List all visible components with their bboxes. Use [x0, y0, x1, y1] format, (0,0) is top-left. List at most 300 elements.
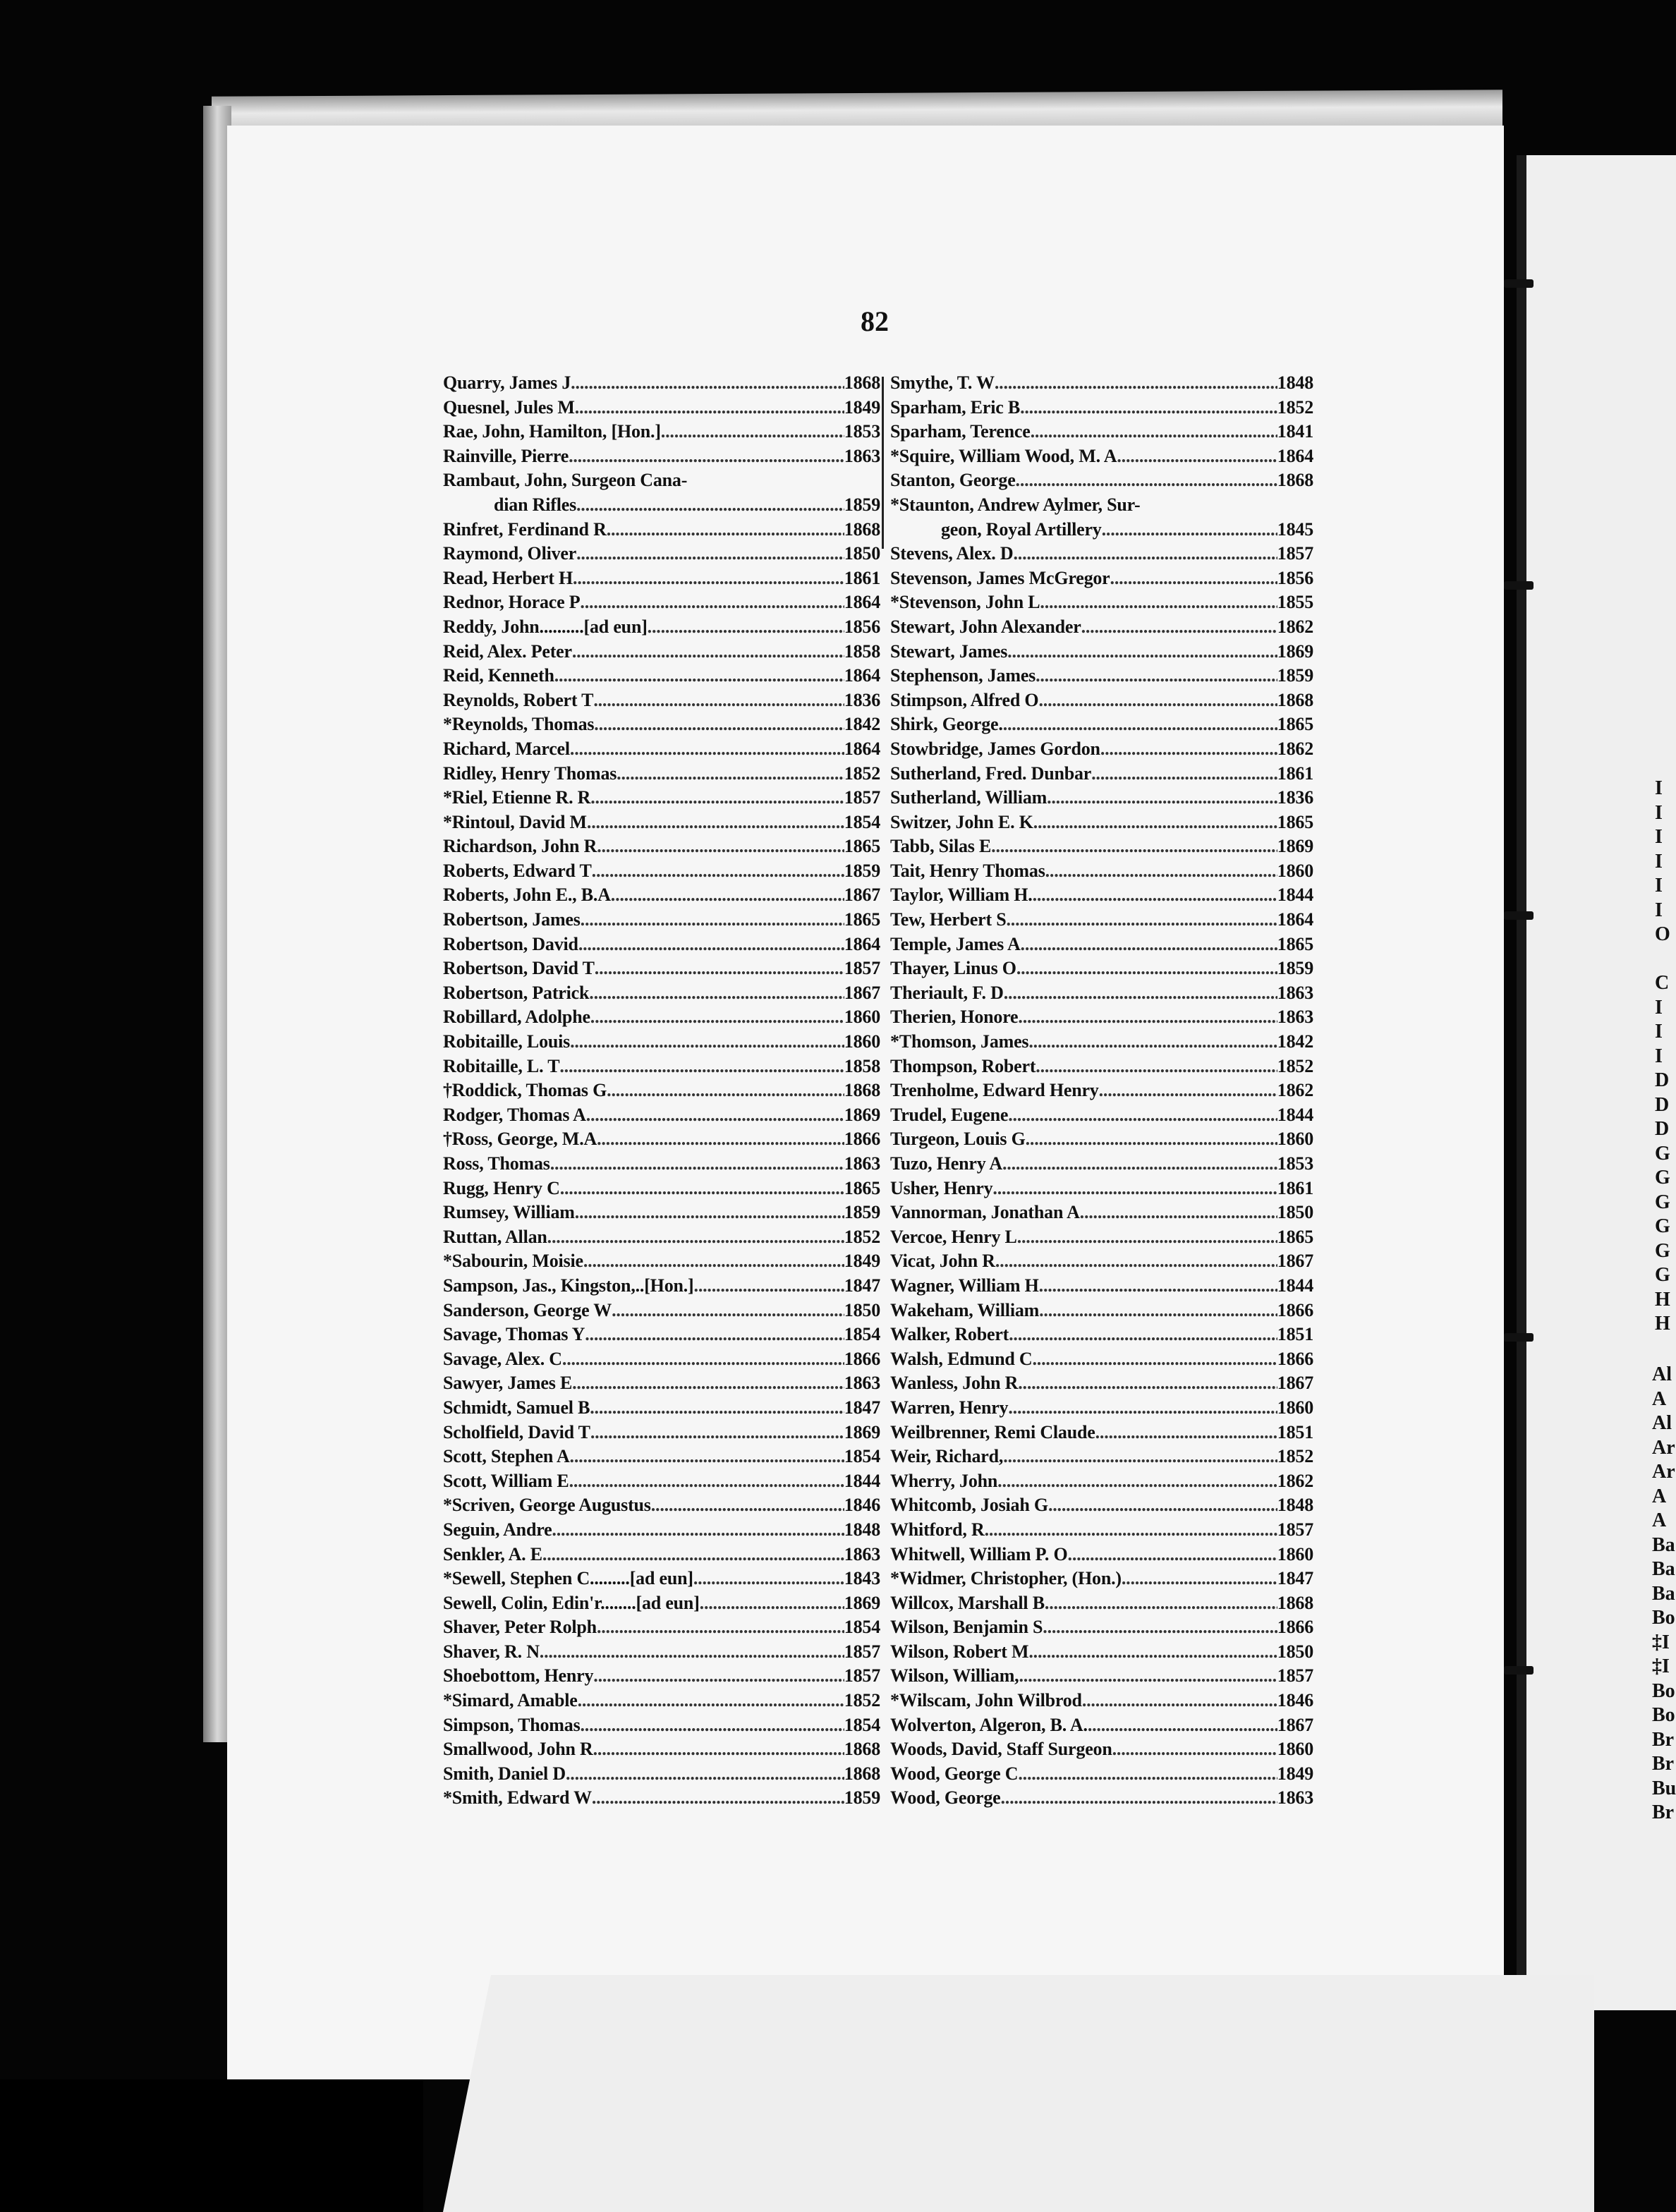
entry-year: 1848 — [1277, 372, 1313, 393]
leader-dots — [572, 1373, 844, 1394]
leader-dots — [1033, 812, 1277, 833]
entry-name: Sanderson, George W — [443, 1299, 612, 1320]
fragment-letter: Ba — [1652, 1558, 1675, 1580]
entry-year: 1841 — [1277, 421, 1313, 442]
entry-year: 1869 — [1277, 836, 1313, 857]
entry-year: 1846 — [844, 1495, 880, 1516]
leader-dots — [1095, 1422, 1277, 1443]
entry-year: 1852 — [1277, 396, 1313, 418]
entry-name: Rednor, Horace P — [443, 592, 581, 613]
directory-entry — [890, 616, 1313, 641]
entry-year: 1866 — [1277, 1348, 1313, 1369]
fragment-letter: A — [1652, 1509, 1667, 1531]
entry-name: Roberts, Edward T — [443, 860, 592, 881]
leader-dots — [569, 446, 844, 467]
leader-dots — [1045, 1593, 1277, 1614]
entry-name: *Scriven, George Augustus — [443, 1495, 651, 1516]
directory-entry — [443, 1519, 880, 1544]
directory-entry — [890, 592, 1313, 616]
entry-name: Wilson, Robert M — [890, 1641, 1029, 1662]
leader-dots — [581, 909, 844, 930]
entry-year: 1860 — [1277, 860, 1313, 881]
leader-dots — [572, 641, 844, 662]
fragment-letter: C — [1655, 972, 1670, 994]
entry-year: 1848 — [844, 1519, 880, 1540]
leader-dots — [1036, 665, 1277, 686]
leader-dots — [1018, 1763, 1277, 1785]
entry-name: Richardson, John R — [443, 836, 597, 857]
entry-name: Vicat, John R — [890, 1251, 995, 1272]
entry-year: 1863 — [1277, 1007, 1313, 1028]
entry-name: Whitwell, William P. O — [890, 1543, 1068, 1564]
leader-dots — [1082, 1690, 1277, 1711]
directory-entry — [443, 1153, 880, 1178]
directory-entry — [443, 714, 880, 739]
fragment-letter: Ba — [1652, 1582, 1675, 1605]
entry-name: Stevenson, James McGregor — [890, 567, 1110, 588]
directory-entry — [443, 1665, 880, 1690]
leader-dots — [578, 934, 844, 955]
fragment-letter: Bu — [1652, 1777, 1676, 1799]
leader-dots — [607, 1080, 844, 1101]
directory-entry — [443, 1617, 880, 1641]
directory-entry — [890, 787, 1313, 812]
leader-dots — [547, 1227, 844, 1248]
leader-dots — [1016, 470, 1277, 491]
entry-year: 1853 — [844, 421, 880, 442]
directory-entry — [443, 1739, 880, 1763]
leader-dots — [1040, 592, 1277, 613]
entry-name: Shaver, Peter Rolph — [443, 1617, 597, 1638]
directory-entry — [890, 1641, 1313, 1666]
leader-dots — [1068, 1544, 1277, 1565]
entry-year: 1856 — [844, 616, 880, 637]
directory-entry — [890, 885, 1313, 909]
fragment-letter: I — [1655, 777, 1663, 799]
entry-year: 1859 — [844, 494, 880, 515]
entry-year: 1856 — [1277, 567, 1313, 588]
entry-year: 1868 — [1277, 1592, 1313, 1613]
fragment-letter: Al — [1652, 1363, 1672, 1385]
leader-dots — [997, 1471, 1277, 1492]
directory-entry — [443, 470, 880, 494]
leader-dots — [1016, 958, 1277, 979]
entry-name: †Ross, George, M.A — [443, 1129, 597, 1150]
entry-year: 1854 — [844, 1446, 880, 1467]
leader-dots — [607, 519, 844, 540]
entry-name: *Wilscam, John Wilbrod — [890, 1690, 1082, 1711]
entry-name: Sawyer, James E — [443, 1373, 573, 1394]
leader-dots — [1018, 1373, 1277, 1394]
entry-name: Walker, Robert — [890, 1324, 1009, 1345]
fragment-letter: Ar — [1652, 1461, 1675, 1483]
entry-name: Reid, Kenneth — [443, 665, 554, 686]
entry-year: 1865 — [1277, 811, 1313, 832]
directory-entry — [443, 1056, 880, 1081]
leader-dots — [1122, 1568, 1277, 1589]
entry-name: Weir, Richard, — [890, 1446, 1004, 1467]
directory-entry — [890, 1568, 1313, 1593]
directory-entry — [890, 739, 1313, 763]
leader-dots — [592, 861, 844, 882]
leader-dots — [576, 543, 844, 564]
leader-dots — [992, 1178, 1277, 1199]
directory-entry — [890, 397, 1313, 422]
entry-year: 1867 — [844, 885, 880, 906]
leader-dots — [578, 1690, 844, 1711]
entry-year: 1844 — [1277, 1104, 1313, 1125]
fragment-letter: H — [1655, 1313, 1670, 1335]
entry-year: 1868 — [1277, 689, 1313, 710]
leader-dots — [595, 958, 844, 979]
leader-dots — [1099, 1080, 1277, 1101]
directory-entry — [443, 665, 880, 690]
directory-entry — [890, 909, 1313, 934]
directory-entry — [890, 1007, 1313, 1031]
directory-entry — [443, 568, 880, 592]
fragment-letter: D — [1655, 1093, 1670, 1116]
entry-year: 1860 — [1277, 1739, 1313, 1760]
entry-year: 1857 — [1277, 1665, 1313, 1687]
fragment-letter: Br — [1652, 1801, 1675, 1823]
entry-name: Rugg, Henry C — [443, 1177, 560, 1198]
entry-year: 1843 — [844, 1568, 880, 1589]
entry-year: 1863 — [844, 445, 880, 466]
fragment-letter: ‡I — [1652, 1655, 1670, 1677]
facing-page-fragment-lower — [1652, 1363, 1676, 1825]
leader-dots — [570, 739, 844, 760]
leader-dots — [550, 1153, 844, 1174]
entry-year: 1857 — [844, 1665, 880, 1687]
leader-dots — [1013, 543, 1277, 564]
entry-year: 1836 — [844, 689, 880, 710]
fragment-letter: A — [1652, 1485, 1667, 1507]
entry-name: Stewart, John Alexander — [890, 616, 1081, 637]
entry-year: 1858 — [844, 640, 880, 662]
entry-year: 1852 — [844, 1226, 880, 1247]
leader-dots — [1032, 1349, 1277, 1370]
directory-entry — [890, 763, 1313, 788]
entry-name: Quarry, James J — [443, 372, 571, 393]
directory-entry — [890, 519, 1313, 544]
directory-entry — [443, 1763, 880, 1788]
entry-year: 1859 — [844, 1787, 880, 1809]
leader-dots — [1019, 1665, 1277, 1687]
entry-name: Scholfield, David T — [443, 1421, 590, 1442]
directory-entry — [443, 1349, 880, 1373]
leader-dots — [559, 1056, 844, 1077]
fragment-letter: I — [1655, 801, 1663, 824]
entry-name: *Smith, Edward W — [443, 1787, 592, 1809]
entry-year: 1860 — [844, 1031, 880, 1052]
directory-entry — [443, 812, 880, 837]
leader-dots — [593, 1739, 844, 1760]
entry-year: 1857 — [1277, 543, 1313, 564]
directory-entry — [443, 616, 880, 641]
fragment-letter: G — [1655, 1167, 1670, 1189]
directory-entry — [890, 1665, 1313, 1690]
entry-year: 1868 — [1277, 470, 1313, 491]
leader-dots — [590, 787, 844, 808]
leader-dots — [1088, 1715, 1277, 1736]
column-divider — [882, 377, 884, 549]
entry-name: *Staunton, Andrew Aylmer, Sur- — [890, 494, 1141, 515]
directory-entry — [890, 1251, 1313, 1275]
entry-year: 1860 — [1277, 1129, 1313, 1150]
entry-name: *Stevenson, John L — [890, 592, 1040, 613]
directory-entry — [443, 1715, 880, 1739]
directory-entry — [890, 861, 1313, 885]
leader-dots — [589, 983, 844, 1004]
entry-year: 1847 — [844, 1275, 880, 1296]
entry-name: Robillard, Adolphe — [443, 1007, 590, 1028]
leader-dots — [1045, 861, 1277, 882]
entry-name: Vannorman, Jonathan A — [890, 1202, 1080, 1223]
leader-dots — [593, 690, 844, 711]
leader-dots — [661, 421, 844, 442]
entry-name: Willcox, Marshall B — [890, 1592, 1045, 1613]
directory-entry — [443, 909, 880, 934]
entry-name: Rae, John, Hamilton, [Hon.] — [443, 421, 661, 442]
entry-name: Quesnel, Jules M — [443, 396, 575, 418]
entry-name: Turgeon, Louis G — [890, 1129, 1026, 1150]
directory-entry — [890, 1422, 1313, 1447]
leader-dots — [569, 1471, 844, 1492]
entry-year: 1863 — [844, 1373, 880, 1394]
entry-name: Stewart, James — [890, 640, 1008, 662]
fragment-letter: Br — [1652, 1728, 1675, 1751]
directory-entry — [443, 1446, 880, 1471]
entry-name: Weilbrenner, Remi Claude — [890, 1421, 1095, 1442]
entry-year: 1852 — [1277, 1055, 1313, 1076]
fragment-letter: H — [1655, 1288, 1670, 1311]
entry-name: Rambaut, John, Surgeon Cana- — [443, 470, 688, 491]
fragment-letter: G — [1655, 1142, 1670, 1165]
entry-name: Senkler, A. E — [443, 1543, 542, 1564]
leader-dots — [1036, 1056, 1277, 1077]
entry-name: Sampson, Jas., Kingston,..[Hon.] — [443, 1275, 694, 1296]
entry-year: 1862 — [1277, 1080, 1313, 1101]
fragment-letter: I — [1655, 1021, 1663, 1043]
entry-name: Simpson, Thomas — [443, 1714, 581, 1735]
directory-entry — [890, 1178, 1313, 1203]
entry-year: 1865 — [1277, 714, 1313, 735]
directory-entry — [890, 1056, 1313, 1081]
directory-entry — [443, 421, 880, 446]
entry-name: *Thomson, James — [890, 1031, 1029, 1052]
entry-year: 1862 — [1277, 1470, 1313, 1491]
entry-name: Robertson, David — [443, 933, 578, 954]
directory-entry — [443, 397, 880, 422]
entry-year: 1851 — [1277, 1421, 1313, 1442]
leader-dots — [1021, 934, 1277, 955]
leader-dots — [581, 1715, 844, 1736]
entry-year: 1868 — [844, 1080, 880, 1101]
entry-year: 1866 — [844, 1348, 880, 1369]
leader-dots — [587, 812, 844, 833]
entry-name: Rainville, Pierre — [443, 445, 569, 466]
leader-dots — [1031, 421, 1277, 442]
directory-entry — [443, 934, 880, 959]
entry-name: *Simard, Amable — [443, 1690, 578, 1711]
entry-name: Ross, Thomas — [443, 1153, 550, 1174]
entry-year: 1864 — [1277, 909, 1313, 930]
entry-name: Savage, Alex. C — [443, 1348, 562, 1369]
entry-name: Wood, George C — [890, 1763, 1019, 1784]
entry-year: 1857 — [1277, 1519, 1313, 1540]
entry-year: 1865 — [844, 836, 880, 857]
entry-year: 1869 — [1277, 640, 1313, 662]
entry-year: 1858 — [844, 1055, 880, 1076]
fragment-letter: ‡I — [1652, 1631, 1670, 1653]
binding-stitch — [1504, 1333, 1534, 1342]
entry-year: 1842 — [844, 714, 880, 735]
entry-year: 1860 — [1277, 1397, 1313, 1418]
entry-year: 1854 — [844, 1714, 880, 1735]
entry-name: Sutherland, William — [890, 787, 1048, 808]
directory-entry — [890, 470, 1313, 494]
directory-entry — [443, 372, 880, 397]
leader-dots — [590, 1422, 844, 1443]
entry-year: 1864 — [844, 592, 880, 613]
entry-year: 1855 — [1277, 592, 1313, 613]
entry-year: 1842 — [1277, 1031, 1313, 1052]
entry-year: 1864 — [844, 738, 880, 759]
directory-entry — [443, 690, 880, 715]
entry-name: Stephenson, James — [890, 665, 1036, 686]
directory-entry — [443, 1080, 880, 1105]
leader-dots — [560, 1178, 844, 1199]
entry-year: 1863 — [1277, 982, 1313, 1003]
entry-year: 1867 — [1277, 1373, 1313, 1394]
directory-entry — [443, 543, 880, 568]
scan-shadow — [0, 2079, 423, 2212]
leader-dots — [991, 836, 1277, 857]
page-fold — [395, 1975, 1594, 2212]
leader-dots — [562, 1349, 844, 1370]
entry-year: 1869 — [844, 1104, 880, 1125]
entry-year: 1850 — [844, 1299, 880, 1320]
directory-entry — [890, 1495, 1313, 1519]
entry-year: 1865 — [844, 1177, 880, 1198]
fragment-letter: I — [1655, 996, 1663, 1019]
leader-dots — [597, 1617, 844, 1638]
entry-name: Wood, George — [890, 1787, 1001, 1809]
leader-dots — [575, 397, 844, 418]
entry-year: 1852 — [1277, 1446, 1313, 1467]
fragment-letter: I — [1655, 1045, 1663, 1067]
entry-year: 1847 — [1277, 1568, 1313, 1589]
leader-dots — [585, 1324, 844, 1345]
entry-name: Whitcomb, Josiah G — [890, 1495, 1048, 1516]
entry-year: 1861 — [1277, 762, 1313, 784]
entry-year: 1844 — [844, 1470, 880, 1491]
binding-stitch — [1504, 1666, 1534, 1675]
directory-entry — [443, 1007, 880, 1031]
entry-name: Smith, Daniel D — [443, 1763, 566, 1784]
leader-dots — [693, 1568, 844, 1589]
entry-year: 1848 — [1277, 1495, 1313, 1516]
leader-dots — [576, 494, 844, 516]
directory-entry — [443, 787, 880, 812]
entry-name: *Riel, Etienne R. R — [443, 787, 591, 808]
leader-dots — [1080, 1202, 1277, 1223]
directory-entry — [890, 934, 1313, 959]
leader-dots — [1026, 1129, 1277, 1150]
directory-entry — [890, 1690, 1313, 1715]
directory-entry — [443, 494, 880, 519]
entry-year: 1844 — [1277, 885, 1313, 906]
leader-dots — [1043, 1617, 1277, 1638]
directory-entry — [890, 1300, 1313, 1325]
entry-year: 1862 — [1277, 738, 1313, 759]
entry-name: Sewell, Colin, Edin'r........[ad eun] — [443, 1592, 700, 1613]
fragment-letter: Bo — [1652, 1704, 1675, 1726]
directory-entry — [890, 1763, 1313, 1788]
entry-year: 1864 — [844, 665, 880, 686]
entry-name: Therien, Honore — [890, 1007, 1019, 1028]
directory-entry — [443, 1641, 880, 1666]
leader-dots — [1020, 397, 1277, 418]
entry-name: Robertson, Patrick — [443, 982, 590, 1003]
leader-dots — [575, 1202, 844, 1223]
leader-dots — [542, 1544, 844, 1565]
entry-name: Tait, Henry Thomas — [890, 860, 1045, 881]
directory-entry — [443, 1787, 880, 1812]
entry-year: 1860 — [1277, 1543, 1313, 1564]
entry-name: Richard, Marcel — [443, 738, 570, 759]
directory-entry — [890, 568, 1313, 592]
entry-year: 1864 — [1277, 445, 1313, 466]
entry-name: Usher, Henry — [890, 1177, 993, 1198]
directory-entry — [890, 1080, 1313, 1105]
directory-entry — [890, 494, 1313, 519]
leader-dots — [1000, 1787, 1277, 1809]
entry-name: Sparham, Eric B — [890, 396, 1021, 418]
entry-name: Tabb, Silas E — [890, 836, 992, 857]
directory-entry — [890, 1593, 1313, 1617]
entry-name: Switzer, John E. K — [890, 811, 1033, 832]
book-spine — [1517, 155, 1526, 2010]
directory-entry — [443, 1471, 880, 1495]
leader-dots — [1009, 1324, 1277, 1345]
leader-dots — [1003, 1446, 1277, 1467]
leader-dots — [1112, 1739, 1277, 1760]
entry-name: Wherry, John — [890, 1470, 998, 1491]
leader-dots — [1038, 690, 1277, 711]
entry-year: 1845 — [1277, 518, 1313, 540]
directory-entry — [890, 665, 1313, 690]
directory-entry — [443, 1129, 880, 1153]
entry-name: Shaver, R. N — [443, 1641, 540, 1662]
fragment-letter: G — [1655, 1264, 1670, 1286]
entry-year: 1852 — [844, 1690, 880, 1711]
directory-entry — [890, 958, 1313, 983]
leader-dots — [1028, 1031, 1277, 1052]
directory-entry — [890, 1275, 1313, 1300]
entry-year: 1868 — [844, 518, 880, 540]
entry-year: 1859 — [1277, 665, 1313, 686]
entry-name: Schmidt, Samuel B — [443, 1397, 590, 1418]
directory-entry — [443, 885, 880, 909]
directory-entry — [890, 543, 1313, 568]
fragment-letter — [1655, 947, 1670, 971]
leader-dots — [1117, 446, 1277, 467]
entry-name: Stowbridge, James Gordon — [890, 738, 1100, 759]
directory-entry — [443, 592, 880, 616]
entry-name: Rumsey, William — [443, 1202, 575, 1223]
entry-name: Smallwood, John R — [443, 1739, 593, 1760]
